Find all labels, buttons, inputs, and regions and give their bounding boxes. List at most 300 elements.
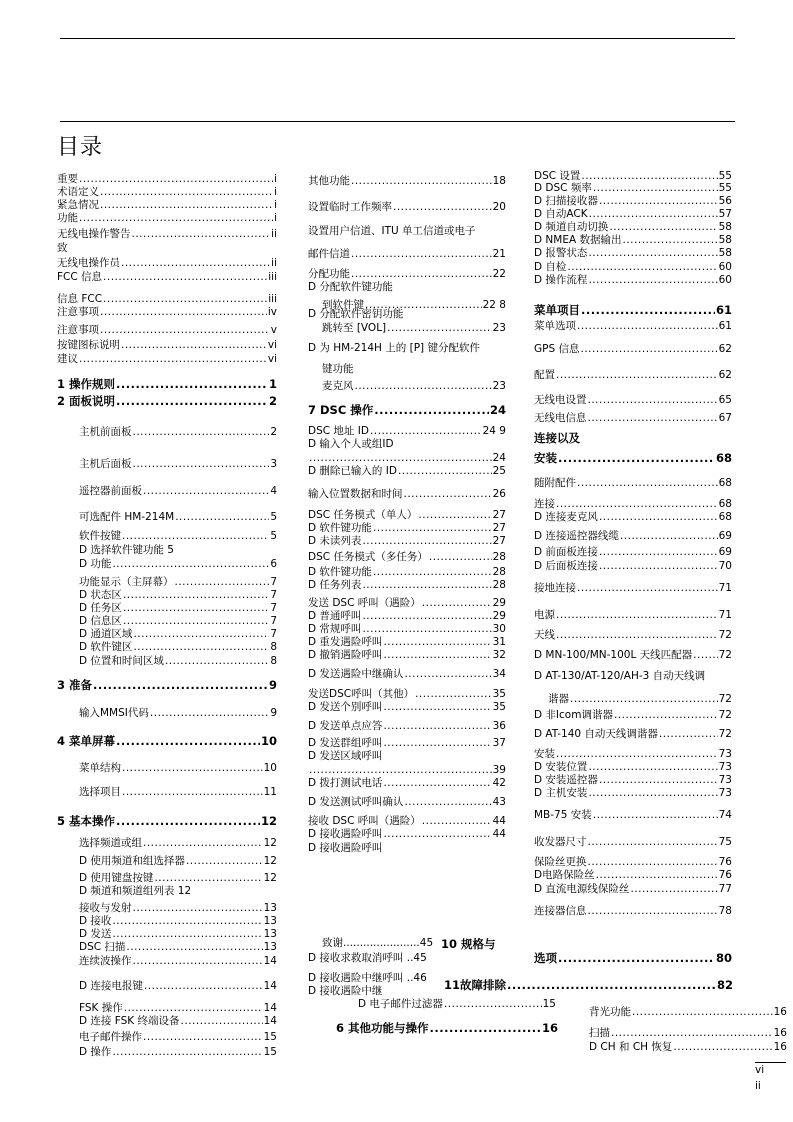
toc-entry[interactable] [534, 836, 732, 849]
toc-entry-page: 60 [718, 274, 732, 286]
toc-section-heading[interactable] [308, 404, 506, 417]
toc-entry[interactable] [57, 511, 277, 524]
toc-entry[interactable] [57, 271, 277, 284]
leader-dots [122, 762, 263, 775]
toc-entry[interactable] [308, 701, 506, 714]
leader-dots [593, 182, 718, 195]
toc-entry[interactable] [534, 560, 732, 573]
leader-dots [620, 530, 718, 543]
toc-entry-page: 16 [773, 1006, 787, 1018]
toc-entry-label: D 状态区 [79, 589, 122, 601]
toc-entry[interactable] [57, 837, 277, 850]
toc-entry-label: 输入MMSI代码 [79, 707, 149, 719]
toc-entry-label: FSK 操作 [79, 1002, 123, 1014]
toc-entry[interactable] [534, 412, 732, 425]
leader-dots [599, 560, 718, 573]
toc-section-heading[interactable] [534, 432, 732, 445]
toc-entry-page: 77 [718, 883, 732, 895]
toc-entry-label: D 信息区 [79, 615, 122, 627]
toc-entry[interactable] [308, 720, 506, 733]
toc-entry[interactable] [308, 636, 506, 649]
leader-dots [373, 522, 492, 535]
leader-dots [175, 576, 270, 589]
toc-entry[interactable] [308, 452, 506, 465]
toc-entry-page: i [274, 212, 277, 224]
toc-entry[interactable] [57, 762, 277, 775]
toc-entry-label: 邮件信道 [308, 248, 350, 260]
toc-entry-label: D AT-140 自动天线调谐器 [534, 728, 658, 740]
toc-entry[interactable] [57, 1015, 277, 1028]
toc-entry-label: 注意事项 [57, 324, 99, 336]
toc-entry-label: 功能显示（主屏幕） [79, 576, 174, 588]
toc-entry-page: 10 [260, 734, 277, 748]
leader-dots [309, 452, 492, 465]
toc-entry[interactable] [534, 498, 732, 511]
toc-entry-page: 30 [492, 623, 506, 635]
toc-entry[interactable] [534, 856, 732, 869]
toc-entry[interactable] [57, 615, 277, 628]
toc-entry[interactable] [308, 308, 506, 321]
leader-dots [588, 247, 717, 260]
toc-entry[interactable] [534, 869, 732, 882]
toc-entry-label: 1 操作规则 [57, 377, 116, 391]
toc-entry[interactable] [534, 649, 732, 662]
toc-entry[interactable] [57, 641, 277, 654]
leader-dots [387, 322, 491, 335]
toc-entry[interactable] [57, 902, 277, 915]
leader-dots [422, 815, 492, 828]
toc-entry[interactable] [308, 201, 506, 214]
leader-dots [79, 353, 267, 366]
toc-entry-page: 14 [263, 1002, 277, 1014]
toc-entry[interactable] [57, 1002, 277, 1015]
leader-dots [596, 869, 718, 882]
toc-entry[interactable] [57, 173, 277, 186]
toc-entry-page: 32 [492, 649, 506, 661]
toc-entry-label: 设置临时工作频率 [308, 201, 392, 213]
toc-entry-page: 80 [715, 951, 732, 965]
toc-entry[interactable] [57, 1031, 277, 1044]
toc-entry-page: 61 [715, 303, 732, 317]
toc-entry[interactable] [308, 828, 506, 841]
toc-entry-label: D 软件键区 [79, 641, 133, 653]
leader-dots [175, 511, 269, 524]
toc-entry[interactable] [308, 668, 506, 681]
toc-entry[interactable] [308, 535, 506, 548]
toc-entry-label: D 通道区域 [79, 628, 133, 640]
toc-entry-page: 31 [492, 636, 506, 648]
toc-entry-label: D CH 和 CH 恢复 [589, 1041, 673, 1053]
toc-entry[interactable] [57, 293, 277, 306]
leader-dots [123, 602, 269, 615]
leader-dots [93, 679, 268, 692]
toc-entry[interactable] [57, 872, 277, 885]
toc-entry[interactable]: D 接收求救取消呼叫 ..45 [308, 952, 427, 964]
toc-entry-label: D 操作流程 [534, 274, 588, 286]
toc-section-heading[interactable] [57, 395, 277, 408]
toc-entry-label: D 频道和频道组列表 12 [79, 885, 192, 897]
toc-entry-label: 遥控器前面板 [79, 485, 142, 497]
toc-entry[interactable] [534, 234, 732, 247]
leader-dots [588, 905, 718, 918]
toc-entry[interactable] [308, 566, 506, 579]
toc-entry-label: D 常规呼叫 [308, 623, 362, 635]
toc-entry[interactable]: 致谢.......................45 [322, 937, 434, 949]
toc-entry-label: 菜单选项 [534, 320, 576, 332]
toc-entry[interactable] [57, 558, 277, 571]
toc-entry[interactable] [57, 786, 277, 799]
toc-entry[interactable] [57, 339, 277, 352]
leader-dots [383, 777, 491, 790]
toc-entry[interactable] [308, 225, 506, 238]
toc-entry-page: 57 [718, 208, 732, 220]
toc-entry-label: 选择频道或组 [79, 837, 142, 849]
leader-dots [614, 709, 718, 722]
title-rule [60, 121, 735, 122]
toc-entry-page: 2 [268, 394, 277, 408]
toc-entry-label: D 为 HM-214H 上的 [P] 键分配软件 [308, 342, 480, 354]
leader-dots [404, 796, 491, 809]
toc-entry[interactable] [308, 465, 506, 478]
toc-entry[interactable] [308, 750, 506, 763]
toc-entry-page: 21 [492, 248, 506, 260]
toc-entry[interactable] [308, 623, 506, 636]
toc-entry[interactable] [534, 274, 732, 287]
toc-entry[interactable] [308, 248, 506, 261]
leader-dots [588, 761, 717, 774]
toc-section-heading[interactable]: 10 规格与 [441, 937, 496, 951]
toc-entry[interactable] [57, 628, 277, 641]
toc-entry[interactable] [57, 458, 277, 471]
toc-entry-label: 发送DSC呼叫（其他） [308, 688, 415, 700]
toc-entry[interactable] [308, 522, 506, 535]
toc-entry-page: 14 [263, 1015, 277, 1027]
leader-dots [79, 212, 273, 225]
toc-entry[interactable] [589, 1006, 787, 1019]
toc-entry[interactable] [308, 579, 506, 592]
leader-dots [351, 268, 492, 281]
toc-entry[interactable] [534, 629, 732, 642]
toc-entry[interactable] [534, 208, 732, 221]
toc-entry-label: D 连接 FSK 终端设备 [79, 1015, 180, 1027]
toc-entry[interactable] [57, 885, 277, 898]
toc-entry-page: 12 [263, 855, 277, 867]
toc-entry[interactable] [57, 707, 277, 720]
toc-entry[interactable] [534, 905, 732, 918]
toc-entry-page: 68 [718, 511, 732, 523]
toc-entry[interactable] [308, 425, 506, 438]
toc-entry[interactable] [534, 709, 732, 722]
toc-entry-page: 20 [492, 201, 506, 213]
toc-entry[interactable] [534, 477, 732, 490]
toc-entry[interactable] [308, 363, 506, 376]
toc-entry-page: 29 [492, 610, 506, 622]
toc-entry-page: 73 [718, 761, 732, 773]
toc-entry[interactable] [534, 883, 732, 896]
leader-dots [383, 720, 491, 733]
toc-entry-label: D 接收 [79, 915, 112, 927]
leader-dots [611, 1027, 773, 1040]
toc-entry-page: 27 [492, 535, 506, 547]
toc-entry[interactable] [57, 589, 277, 602]
leader-dots [143, 485, 269, 498]
leader-dots [133, 902, 263, 915]
toc-entry[interactable] [57, 955, 277, 968]
toc-entry-label: D 功能 [79, 558, 112, 570]
toc-entry-page: 76 [718, 856, 732, 868]
toc-entry-page: 9 [270, 707, 277, 719]
leader-dots [404, 488, 492, 501]
toc-entry[interactable] [534, 221, 732, 234]
toc-entry[interactable] [57, 655, 277, 668]
toc-entry[interactable] [308, 175, 506, 188]
leader-dots [351, 175, 492, 188]
leader-dots [123, 589, 269, 602]
leader-dots [577, 477, 718, 490]
toc-entry[interactable] [534, 261, 732, 274]
toc-entry-page: i [274, 199, 277, 211]
toc-entry-page: 75 [718, 836, 732, 848]
toc-entry-label: D 频道自动切换 [534, 221, 609, 233]
toc-entry[interactable] [589, 1027, 787, 1040]
toc-entry[interactable] [308, 488, 506, 501]
toc-entry[interactable] [589, 1041, 787, 1054]
toc-entry[interactable] [308, 380, 506, 393]
toc-entry[interactable] [534, 693, 732, 706]
toc-entry-label: 连接器信息 [534, 905, 587, 917]
toc-entry[interactable] [534, 343, 732, 356]
toc-entry[interactable] [534, 809, 732, 822]
leader-dots [632, 1006, 773, 1019]
toc-entry-label: DSC 任务模式（单人） [308, 509, 418, 521]
toc-entry-label: 信息 FCC [57, 293, 103, 305]
toc-entry-label: 建议 [57, 353, 78, 365]
toc-entry-label: 5 基本操作 [57, 814, 116, 828]
toc-entry[interactable] [57, 426, 277, 439]
toc-entry-label: D 接收遇险呼叫 [308, 828, 383, 840]
toc-entry[interactable] [308, 342, 506, 355]
toc-entry[interactable] [57, 257, 277, 270]
toc-entry[interactable] [57, 980, 277, 993]
toc-entry-page: 68 [715, 451, 732, 465]
leader-dots [143, 837, 263, 850]
toc-entry-page: 24 [489, 403, 506, 417]
toc-entry[interactable] [57, 1046, 277, 1059]
leader-dots [116, 395, 268, 408]
leader-dots [630, 883, 717, 896]
toc-entry[interactable] [57, 199, 277, 212]
toc-entry-label: 主机前面板 [79, 426, 132, 438]
toc-entry[interactable] [57, 212, 277, 225]
toc-entry-label: 菜单项目 [534, 303, 580, 317]
toc-entry[interactable] [308, 322, 506, 335]
toc-entry-page: 35 [492, 701, 506, 713]
leader-dots [577, 582, 718, 595]
toc-section-heading[interactable] [57, 378, 277, 391]
toc-entry[interactable] [308, 597, 506, 610]
toc-entry[interactable] [308, 551, 506, 564]
toc-section-heading[interactable] [57, 679, 277, 692]
toc-entry[interactable] [534, 320, 732, 333]
toc-section-heading[interactable] [534, 952, 732, 965]
toc-entry[interactable] [57, 941, 277, 954]
leader-dots [144, 980, 263, 993]
toc-entry-label: 注意事项 [57, 306, 99, 318]
toc-entry-page: 69 [718, 546, 732, 558]
toc-entry[interactable] [57, 576, 277, 589]
leader-dots [398, 465, 492, 478]
leader-dots [589, 208, 718, 221]
toc-entry[interactable] [534, 247, 732, 260]
toc-entry-page: 15 [263, 1031, 277, 1043]
toc-entry[interactable] [534, 530, 732, 543]
toc-entry[interactable] [57, 186, 277, 199]
toc-entry-label: 紧急情况 [57, 199, 99, 211]
toc-entry-label: 谐器 [548, 693, 569, 705]
toc-entry[interactable] [534, 582, 732, 595]
toc-entry-page: 44 [492, 815, 506, 827]
toc-entry[interactable] [308, 842, 506, 855]
leader-dots [383, 636, 491, 649]
toc-entry-label: 电源 [534, 609, 555, 621]
toc-entry-label: D MN-100/MN-100L 天线匹配器 [534, 649, 693, 661]
toc-entry-page: 23 [492, 322, 506, 334]
toc-entry-page: 7 [270, 615, 277, 627]
leader-dots [100, 306, 267, 319]
toc-entry[interactable] [308, 610, 506, 623]
toc-entry[interactable] [534, 195, 732, 208]
toc-entry[interactable] [57, 602, 277, 615]
toc-entry-label: 输入位置数据和时间 [308, 488, 403, 500]
toc-entry-page: 13 [263, 915, 277, 927]
leader-dots [100, 199, 273, 212]
page-number: vi [755, 1064, 765, 1076]
toc-entry[interactable] [308, 509, 506, 522]
toc-section-6[interactable] [336, 1022, 558, 1035]
leader-dots [362, 610, 491, 623]
toc-entry[interactable] [308, 281, 506, 294]
toc-entry[interactable] [534, 787, 732, 800]
leader-dots [422, 597, 492, 610]
toc-entry[interactable] [534, 369, 732, 382]
leader-dots [112, 1046, 262, 1059]
leader-dots [556, 498, 718, 511]
toc-entry-page: 15 [263, 1046, 277, 1058]
toc-entry-label: D 自动ACK [534, 208, 588, 220]
leader-dots [430, 1022, 541, 1035]
toc-entry-label: 功能 [57, 212, 78, 224]
toc-entry-label: D 安装位置 [534, 761, 588, 773]
toc-entry[interactable] [57, 228, 277, 241]
leader-dots [429, 551, 492, 564]
toc-entry[interactable] [534, 748, 732, 761]
toc-entry-label: 7 DSC 操作 [308, 403, 374, 417]
toc-entry-page: 1 [268, 377, 277, 391]
toc-entry-label: 4 菜单屏幕 [57, 734, 116, 748]
toc-entry-page: 44 [492, 828, 506, 840]
toc-entry[interactable] [57, 530, 277, 543]
toc-entry[interactable] [534, 182, 732, 195]
toc-entry[interactable] [308, 649, 506, 662]
toc-entry[interactable] [308, 737, 506, 750]
toc-section-11[interactable] [444, 979, 733, 992]
toc-entry[interactable] [308, 268, 506, 281]
leader-dots [143, 1031, 263, 1044]
toc-entry[interactable] [534, 728, 732, 741]
toc-entry[interactable] [57, 306, 277, 319]
toc-entry[interactable] [534, 670, 732, 683]
leader-dots [373, 566, 492, 579]
toc-entry[interactable] [57, 928, 277, 941]
leader-dots [556, 369, 718, 382]
toc-entry[interactable] [57, 324, 277, 337]
toc-entry[interactable] [534, 394, 732, 407]
toc-entry-label: D 发送区域呼叫 [308, 750, 383, 762]
toc-entry[interactable] [308, 796, 506, 809]
toc-entry[interactable] [534, 511, 732, 524]
leader-dots [599, 774, 718, 787]
toc-section-heading[interactable] [534, 452, 732, 465]
toc-entry[interactable] [308, 764, 506, 777]
toc-entry-page: 7 [270, 576, 277, 588]
toc-entry[interactable] [534, 546, 732, 559]
toc-entry[interactable] [57, 915, 277, 928]
leader-dots [558, 952, 715, 965]
leader-dots [370, 425, 482, 438]
toc-entry-page: 13 [263, 941, 277, 953]
toc-entry-email-filter[interactable] [358, 998, 556, 1011]
toc-entry-label: 选择项目 [79, 786, 121, 798]
toc-entry[interactable] [57, 485, 277, 498]
leader-dots [122, 786, 263, 799]
toc-entry-label: D 操作 [79, 1046, 112, 1058]
toc-entry-page: 39 [492, 764, 506, 776]
toc-entry[interactable] [534, 609, 732, 622]
toc-entry[interactable] [57, 855, 277, 868]
leader-dots [588, 412, 718, 425]
toc-entry[interactable]: D 接收遇险中继呼叫 ..46 [308, 972, 427, 984]
toc-entry[interactable] [57, 242, 277, 255]
toc-entry-page: 12 [263, 837, 277, 849]
toc-section-heading[interactable] [57, 735, 277, 748]
toc-entry-page: 68 [718, 477, 732, 489]
toc-entry[interactable] [57, 544, 277, 557]
toc-entry[interactable] [534, 761, 732, 774]
toc-entry-page: 9 [268, 678, 277, 692]
toc-entry-page: 5 [270, 530, 277, 542]
toc-entry-page: 28 [492, 551, 506, 563]
toc-entry[interactable] [308, 777, 506, 790]
toc-entry-page: 82 [716, 978, 733, 992]
toc-entry[interactable] [308, 688, 506, 701]
toc-entry-label: D 非Icom调谐器 [534, 709, 613, 721]
toc-entry[interactable] [308, 438, 506, 451]
toc-section-heading[interactable] [57, 815, 277, 828]
toc-entry-page: 12 [260, 814, 277, 828]
toc-entry-label: 选项 [534, 951, 557, 965]
toc-entry[interactable] [534, 774, 732, 787]
toc-entry[interactable] [308, 815, 506, 828]
toc-section-heading[interactable] [534, 304, 732, 317]
toc-entry[interactable] [57, 353, 277, 366]
page-title: 目录 [57, 135, 104, 160]
toc-entry-page: 42 [492, 777, 506, 789]
toc-entry[interactable]: D 接收遇险中继 [308, 985, 383, 997]
leader-dots [116, 815, 260, 828]
leader-dots [444, 998, 542, 1011]
toc-entry-page: 67 [718, 412, 732, 424]
leader-dots [362, 579, 491, 592]
